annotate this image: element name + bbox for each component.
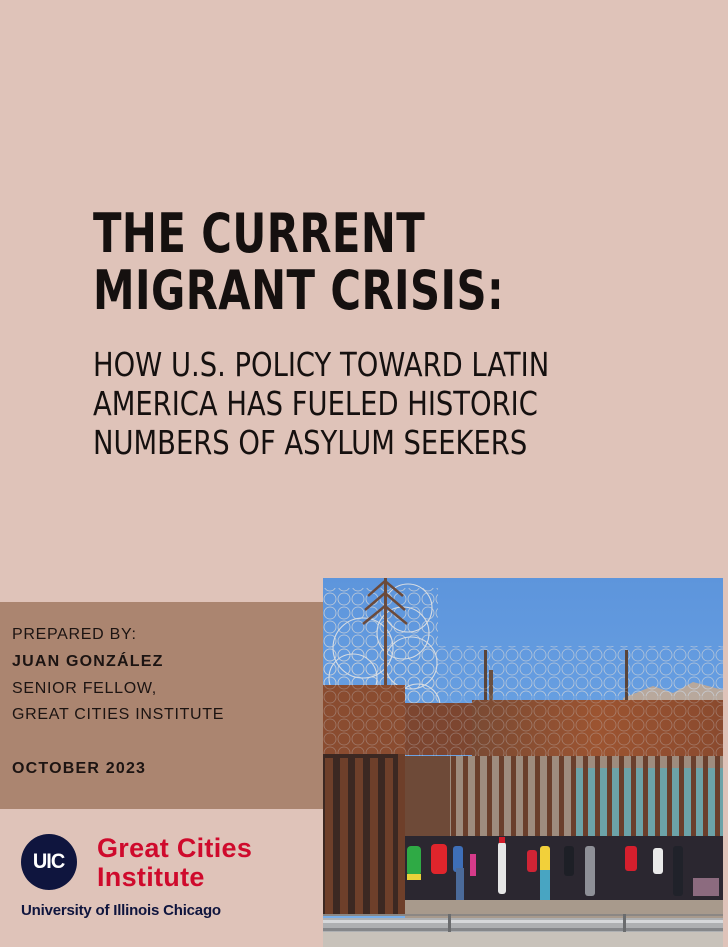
cover-photo-border-wall xyxy=(323,578,723,947)
title-line-2: MIGRANT CRISIS: xyxy=(93,259,505,322)
subtitle-line-3: NUMBERS OF ASYLUM SEEKERS xyxy=(93,423,528,462)
report-subtitle xyxy=(93,345,558,462)
title-block xyxy=(93,202,653,462)
author-title: SENIOR FELLOW, xyxy=(12,680,157,697)
uic-logo-badge xyxy=(21,834,77,890)
author-panel xyxy=(0,602,323,809)
subtitle-line-1: HOW U.S. POLICY TOWARD LATIN xyxy=(93,345,550,384)
author-name: JUAN GONZÁLEZ xyxy=(12,653,164,670)
border-wall-illustration xyxy=(323,578,723,947)
institute-line-2: Institute xyxy=(97,862,205,892)
title-line-1: THE CURRENT xyxy=(93,202,426,265)
uic-logo-text: UIC xyxy=(33,850,65,873)
institute-line-1: Great Cities xyxy=(97,833,253,863)
institute-name xyxy=(97,834,252,892)
prepared-by-label: PREPARED BY: xyxy=(12,626,137,643)
publication-date: OCTOBER 2023 xyxy=(12,760,147,777)
author-org: GREAT CITIES INSTITUTE xyxy=(12,706,225,723)
report-title xyxy=(93,202,575,322)
subtitle-line-2: AMERICA HAS FUELED HISTORIC xyxy=(93,384,538,423)
university-name: University of Illinois Chicago xyxy=(21,902,221,919)
